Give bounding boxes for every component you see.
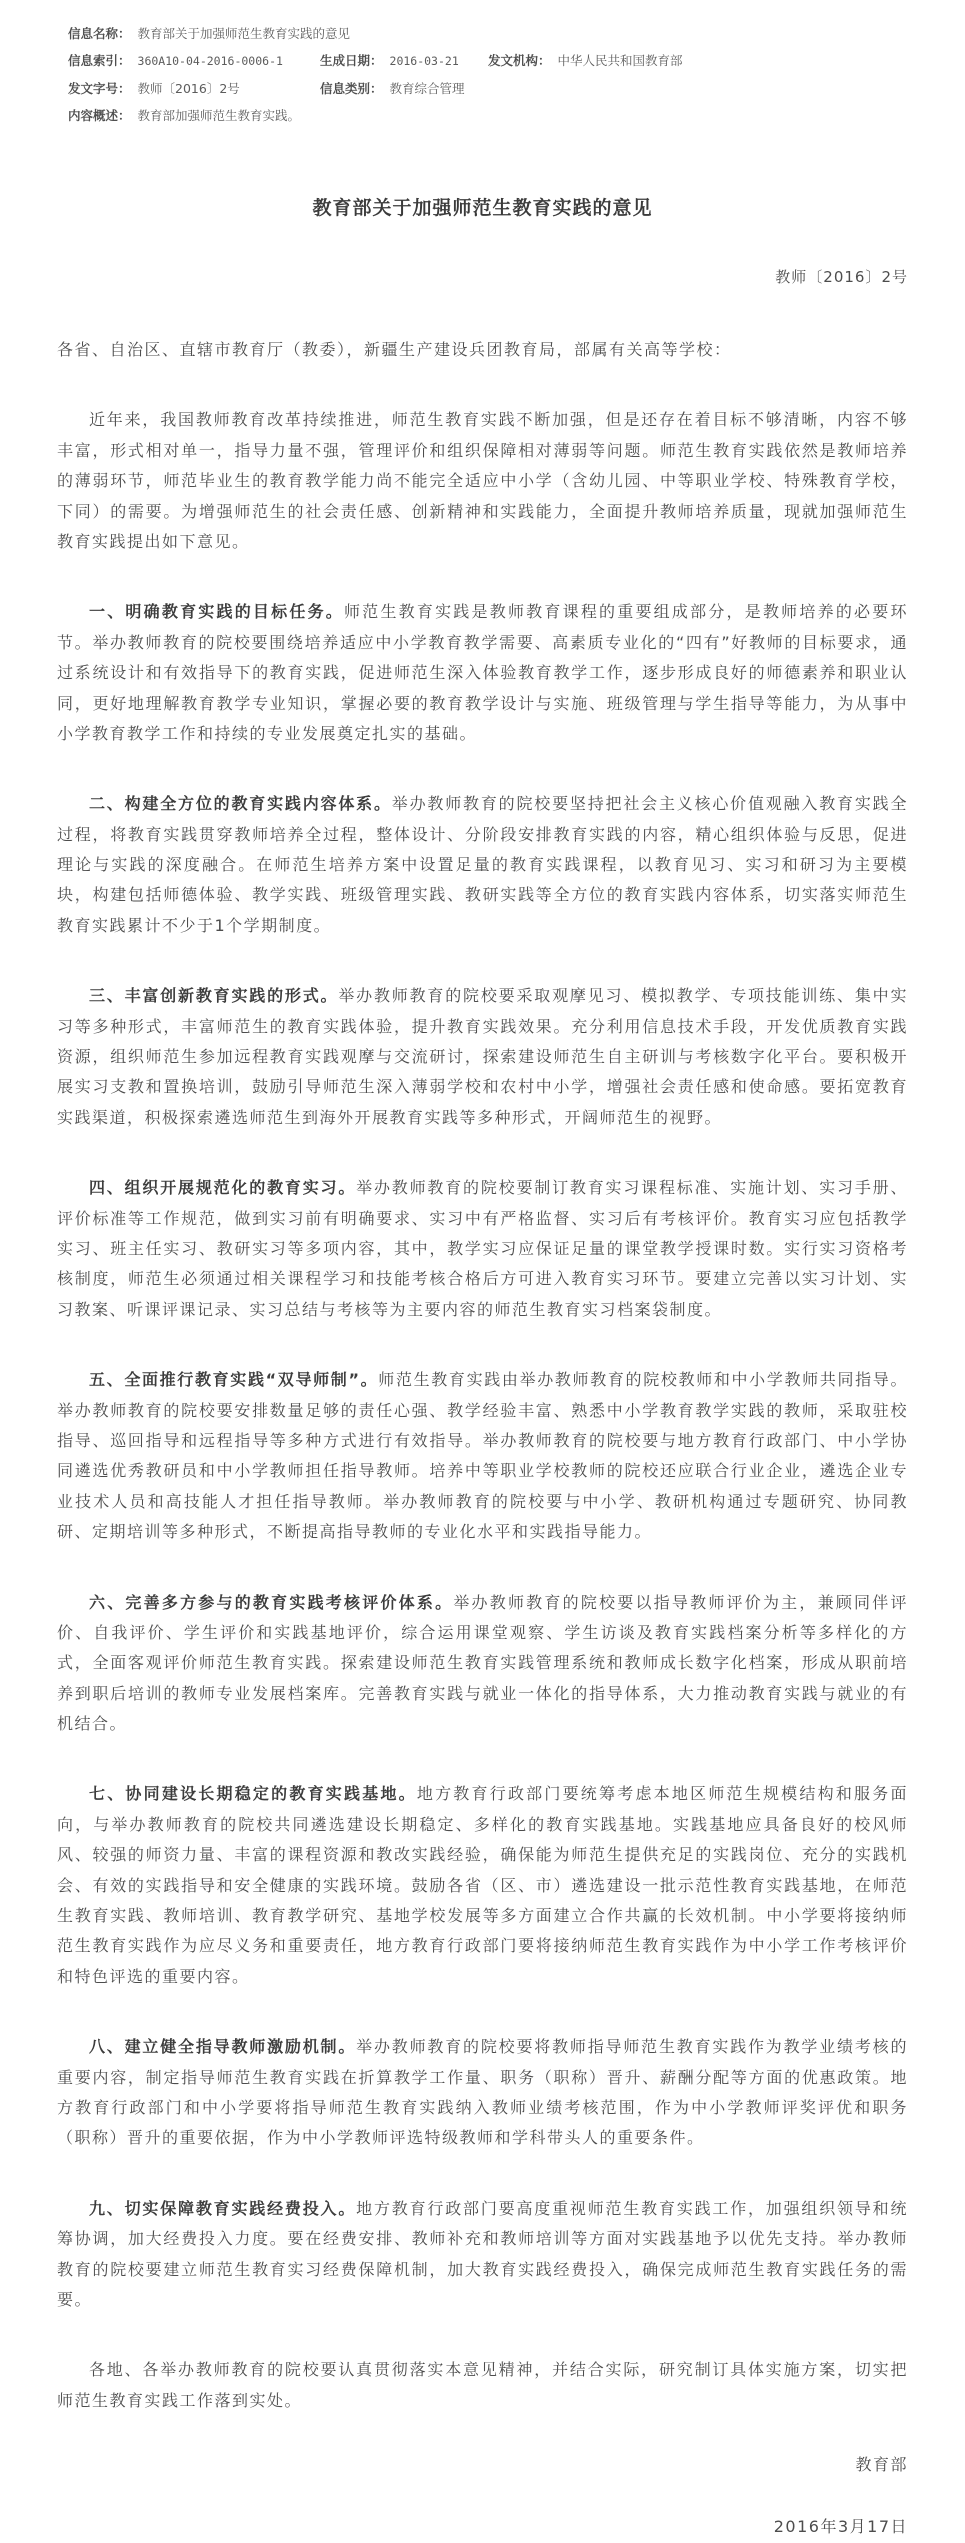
section-paragraph-2	[57, 789, 908, 941]
section-paragraph-1	[57, 597, 908, 749]
section-paragraph-8	[57, 2032, 908, 2154]
section-body-1: 师范生教育实践是教师教育课程的重要组成部分，是教师培养的必要环节。举办教师教育的院校要围绕培养适应中小学教育教学需要、高素质专业化的“四有”好教师的目标要求，通过系统设计和有效指导下的教育实践，促进师范生深入体验教育教学工作，逐步形成良好的师德素养和职业认同，更好地理解教育教学专业知识，掌握必要的教育教学设计与实施、班级管理与学生指导等能力，为从事中小学教育教学工作和持续的专业发展奠定扎实的基础。	[57, 602, 908, 743]
document-meta-block	[0, 0, 965, 129]
section-heading-9: 九、切实保障教育实践经费投入。	[89, 2198, 357, 2218]
section-paragraph-5	[57, 1365, 908, 1547]
doc-number: 教师〔2016〕2号	[775, 268, 908, 286]
meta-summary-value: 教育部加强师范生教育实践。	[137, 108, 301, 123]
issue-date: 2016年3月17日	[773, 2517, 908, 2537]
meta-name-value: 教育部关于加强师范生教育实践的意见	[137, 26, 351, 41]
section-paragraph-4	[57, 1173, 908, 1325]
section-paragraph-9	[57, 2194, 908, 2316]
section-body-5: 师范生教育实践由举办教师教育的院校教师和中小学教师共同指导。举办教师教育的院校要安排数量足够的责任心强、教学经验丰富、熟悉中小学教育教学实践的教师，采取驻校指导、巡回指导和远程指导等多种方式进行有效指导。举办教师教育的院校要与地方教育行政部门、中小学协同遴选优秀教研员和中小学教师担任指导教师。培养中等职业学校教师的院校还应联合行业企业，遴选企业专业技术人员和高技能人才担任指导教师。举办教师教育的院校要与中小学、教研机构通过专题研究、协同教研、定期培训等多种形式，不断提高指导教师的专业化水平和实践指导能力。	[57, 1370, 908, 1542]
meta-category-value: 教育综合管理	[389, 81, 465, 96]
meta-cell-index	[68, 47, 320, 75]
section-body-8: 举办教师教育的院校要将教师指导师范生教育实践作为教学业绩考核的重要内容，制定指导师范生教育实践在折算教学工作量、职务（职称）晋升、薪酬分配等方面的优惠政策。地方教育行政部门和中小学要将指导师范生教育实践纳入教师业绩考核范围，作为中小学教师评奖评优和职务（职称）晋升的重要依据，作为中小学教师评选特级教师和学科带头人的重要条件。	[57, 2037, 908, 2148]
signature: 教育部	[855, 2455, 908, 2475]
section-heading-8: 八、建立健全指导教师激励机制。	[89, 2037, 357, 2057]
section-heading-5: 五、全面推行教育实践“双导师制”。	[89, 1370, 379, 1390]
section-heading-2: 二、构建全方位的教育实践内容体系。	[89, 794, 392, 814]
section-body-6: 举办教师教育的院校要以指导教师评价为主，兼顾同伴评价、自我评价、学生评价和实践基地评价，综合运用课堂观察、学生访谈及教育实践档案分析等多样化的方式，全面客观评价师范生教育实践。探索建设师范生教育实践管理系统和教师成长数字化档案，形成从职前培养到职后培训的教师专业发展档案库。完善教育实践与就业一体化的指导体系，大力推动教育实践与就业的有机结合。	[57, 1592, 908, 1734]
meta-summary-label: 内容概述：	[68, 108, 131, 123]
section-heading-1: 一、明确教育实践的目标任务。	[89, 602, 345, 622]
meta-org-label: 发文机构：	[488, 53, 551, 68]
meta-cell-summary	[68, 102, 300, 129]
section-paragraph-6	[57, 1588, 908, 1740]
intro-paragraph: 近年来，我国教师教育改革持续推进，师范生教育实践不断加强，但是还存在着目标不够清晰，内容不够丰富，形式相对单一，指导力量不强，管理评价和组织保障相对薄弱等问题。师范生教育实践依然是教师培养的薄弱环节，师范毕业生的教育教学能力尚不能完全适应中小学（含幼儿园、中等职业学校、特殊教育学校，下同）的需要。为增强师范生的社会责任感、创新精神和实践能力，全面提升教师培养质量，现就加强师范生教育实践提出如下意见。	[57, 410, 908, 551]
meta-row-summary	[68, 102, 925, 129]
meta-row-docno	[68, 75, 925, 102]
meta-category-label: 信息类别：	[320, 81, 383, 96]
section-heading-7: 七、协同建设长期稳定的教育实践基地。	[89, 1784, 417, 1804]
meta-cell-gen-date	[320, 47, 488, 75]
meta-cell-docno	[68, 75, 320, 102]
page-title: 教育部关于加强师范生教育实践的意见	[312, 197, 653, 219]
meta-gen-date-value: 2016-03-21	[389, 54, 459, 68]
meta-docno-label: 发文字号：	[68, 81, 131, 96]
meta-row-name	[68, 20, 925, 47]
meta-org-value: 中华人民共和国教育部	[557, 53, 683, 68]
section-body-9: 地方教育行政部门要高度重视师范生教育实践工作，加强组织领导和统筹协调，加大经费投入力度。要在经费安排、教师补充和教师培训等方面对实践基地予以优先支持。举办教师教育的院校要建立师范生教育实习经费保障机制，加大教育实践经费投入，确保完成师范生教育实践任务的需要。	[57, 2198, 908, 2309]
meta-index-label: 信息索引：	[68, 53, 131, 68]
section-body-4: 举办教师教育的院校要制订教育实习课程标准、实施计划、实习手册、评价标准等工作规范，做到实习前有明确要求、实习中有严格监督、实习后有考核评价。教育实习应包括教学实习、班主任实习、教研实习等多项内容，其中，教学实习应保证足量的课堂教学授课时数。实行实习资格考核制度，师范生必须通过相关课程学习和技能考核合格后方可进入教育实习环节。要建立完善以实习计划、实习教案、听课评课记录、实习总结与考核等为主要内容的师范生教育实习档案袋制度。	[57, 1178, 908, 1319]
section-heading-3: 三、丰富创新教育实践的形式。	[89, 986, 339, 1006]
meta-row-index	[68, 47, 925, 75]
meta-cell-name	[68, 20, 350, 47]
section-heading-6: 六、完善多方参与的教育实践考核评价体系。	[89, 1592, 454, 1612]
document-body	[57, 335, 908, 2543]
salutation: 各省、自治区、直辖市教育厅（教委），新疆生产建设兵团教育局，部属有关高等学校：	[57, 340, 732, 359]
meta-docno-value: 教师〔2016〕2号	[137, 81, 240, 96]
section-heading-4: 四、组织开展规范化的教育实习。	[89, 1178, 357, 1198]
section-body-3: 举办教师教育的院校要采取观摩见习、模拟教学、专项技能训练、集中实习等多种形式，丰富师范生的教育实践体验，提升教育实践效果。充分利用信息技术手段，开发优质教育实践资源，组织师范生参加远程教育实践观摩与交流研讨，探索建设师范生自主研训与考核数字化平台。要积极开展实习支教和置换培训，鼓励引导师范生深入薄弱学校和农村中小学，增强社会责任感和使命感。要拓宽教育实践渠道，积极探索遴选师范生到海外开展教育实践等多种形式，开阔师范生的视野。	[57, 986, 908, 1127]
section-body-2: 举办教师教育的院校要坚持把社会主义核心价值观融入教育实践全过程，将教育实践贯穿教师培养全过程，整体设计、分阶段安排教育实践的内容，精心组织体验与反思，促进理论与实践的深度融合。在师范生培养方案中设置足量的教育实践课程，以教育见习、实习和研习为主要模块，构建包括师德体验、教学实践、班级管理实践、教研实践等全方位的教育实践内容体系，切实落实师范生教育实践累计不少于1个学期制度。	[57, 794, 908, 935]
closing-paragraph: 各地、各举办教师教育的院校要认真贯彻落实本意见精神，并结合实际，研究制订具体实施方案，切实把师范生教育实践工作落到实处。	[57, 2360, 908, 2410]
meta-cell-category	[320, 75, 465, 102]
meta-name-label: 信息名称：	[68, 26, 131, 41]
meta-gen-date-label: 生成日期：	[320, 53, 383, 68]
meta-index-value: 360A10-04-2016-0006-1	[137, 54, 283, 68]
section-body-7: 地方教育行政部门要统筹考虑本地区师范生规模结构和服务面向，与举办教师教育的院校共同遴选建设长期稳定、多样化的教育实践基地。实践基地应具备良好的校风师风、较强的师资力量、丰富的课程资源和教改实践经验，确保能为师范生提供充足的实践岗位、充分的实践机会、有效的实践指导和安全健康的实践环境。鼓励各省（区、市）遴选建设一批示范性教育实践基地，在师范生教育实践、教师培训、教育教学研究、基地学校发展等多方面建立合作共赢的长效机制。中小学要将接纳师范生教育实践作为应尽义务和重要责任，地方教育行政部门要将接纳师范生教育实践作为中小学工作考核评价和特色评选的重要内容。	[57, 1784, 908, 1986]
section-paragraph-3	[57, 981, 908, 1133]
section-paragraph-7	[57, 1779, 908, 1992]
meta-cell-org	[488, 47, 683, 74]
